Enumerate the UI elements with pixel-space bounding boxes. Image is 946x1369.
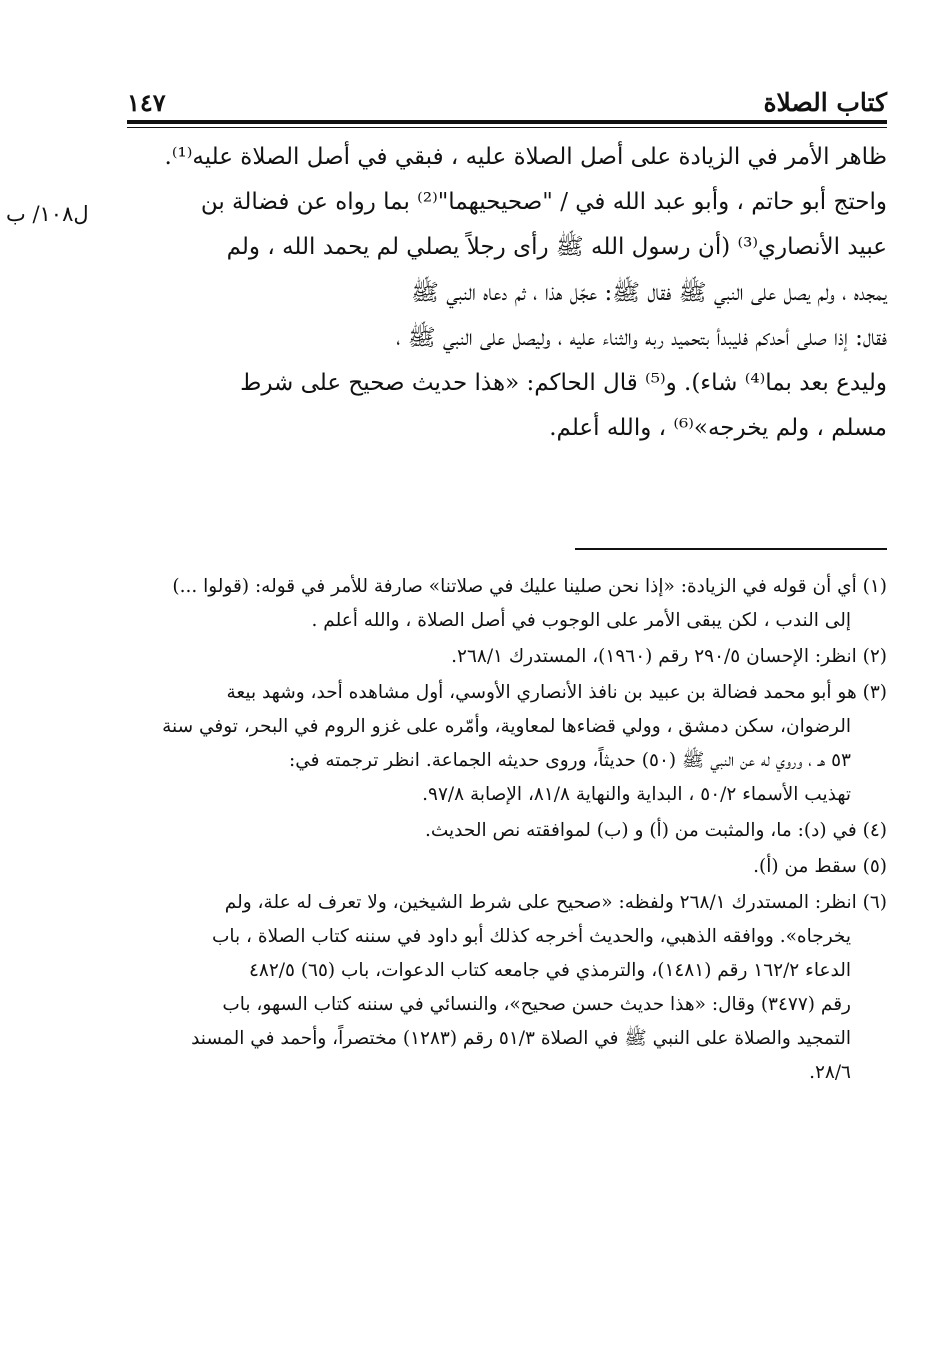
main-line-4: يمجده ، ولم يصل على النبي ﷺ فقال ﷺ: عجّل هذا ، ثم دعاه النبي ﷺ [411,279,887,306]
footnote-line: (٢) انظر: الإحسان ٢٩٠/٥ رقم (١٩٦٠)، المستدرك ٢٦٨/١. [451,646,887,667]
footnote-separator [575,548,887,550]
margin-manuscript-note: ل١٠٨/ ب [6,202,89,226]
footnote-2 [127,640,887,674]
page-number: ١٤٧ [127,88,166,117]
running-header [127,84,887,120]
footnote-line: الرضوان، سكن دمشق ، وولي قضاءها لمعاوية، وأمّره على غزو الروم في البحر، توفي سنة [162,716,851,737]
footnote-line: الدعاء ١٦٢/٢ رقم (١٤٨١)، والترمذي في جامعه كتاب الدعوات، باب (٦٥) ٤٨٢/٥ [248,960,851,981]
footnote-line: التمجيد والصلاة على النبي ﷺ في الصلاة ٥١/٣ رقم (١٢٨٣) مختصراً، وأحمد في المسند [191,1028,851,1049]
footnote-line: ٢٨/٦. [809,1062,851,1083]
footnote-3 [127,676,887,812]
footnote-line: ٥٣ هـ ، وروي له عن النبي ﷺ (٥٠) حديثاً، وروى حديثه الجماعة. انظر ترجمته في: [289,750,851,771]
footnotes [127,570,887,1092]
footnote-line: إلى الندب ، لكن يبقى الأمر على الوجوب في أصل الصلاة ، والله أعلم . [311,610,851,631]
footnote-line: يخرجاه». ووافقه الذهبي، والحديث أخرجه كذلك أبو داود في سننه كتاب الصلاة ، باب [211,926,851,947]
footnote-1 [127,570,887,638]
main-line-1: ظاهر الأمر في الزيادة على أصل الصلاة عليه ، فبقي في أصل الصلاة عليه⁽¹⁾. [164,144,887,170]
footnote-line: (٦) انظر: المستدرك ٢٦٨/١ ولفظه: «صحيح على شرط الشيخين، ولا تعرف له علة، ولم [224,892,887,913]
footnote-line: (٤) في (د): ما، والمثبت من (أ) و (ب) لموافقته نص الحديث. [424,820,887,841]
main-text [127,135,887,451]
footnote-line: (١) أي أن قوله في الزيادة: «إذا نحن صلينا عليك في صلاتنا» صارفة للأمر في قوله: (قولوا ...) [172,576,887,597]
main-line-3: عبيد الأنصاري⁽³⁾ (أن رسول الله ﷺ رأى رجلاً يصلي لم يحمد الله ، ولم [226,234,887,261]
main-line-6: وليدع بعد بما⁽⁴⁾ شاء). و⁽⁵⁾ قال الحاكم: «هذا حديث صحيح على شرط [240,370,887,397]
footnote-line: رقم (٣٤٧٧) وقال: «هذا حديث حسن صحيح»، والنسائي في سننه كتاب السهو، باب [222,994,851,1015]
footnote-line: تهذيب الأسماء ٥٠/٢ ، البداية والنهاية ٨١/٨، الإصابة ٩٧/٨. [422,784,851,805]
footnote-6 [127,886,887,1090]
book-title: كتاب الصلاة [763,88,887,117]
footnote-line: (٥) سقط من (أ). [753,856,887,877]
main-line-2: واحتج أبو حاتم ، وأبو عبد الله في / "صحيحيهما"⁽²⁾ بما رواه عن فضالة بن [200,189,887,216]
footnote-5 [127,850,887,884]
footnote-line: (٣) هو أبو محمد فضالة بن عبيد بن نافذ الأنصاري الأوسي، أول مشاهده أحد، وشهد بيعة [226,682,887,703]
header-rule-thick [127,120,887,124]
main-line-7: مسلم ، ولم يخرجه»⁽⁶⁾ ، والله أعلم. [549,415,887,442]
footnote-4 [127,814,887,848]
main-line-5: فقال: إذا صلى أحدكم فليبدأ بتحميد ربه والثناء عليه ، وليصل على النبي ﷺ ، [396,324,887,351]
header-rule-thin [127,127,887,128]
